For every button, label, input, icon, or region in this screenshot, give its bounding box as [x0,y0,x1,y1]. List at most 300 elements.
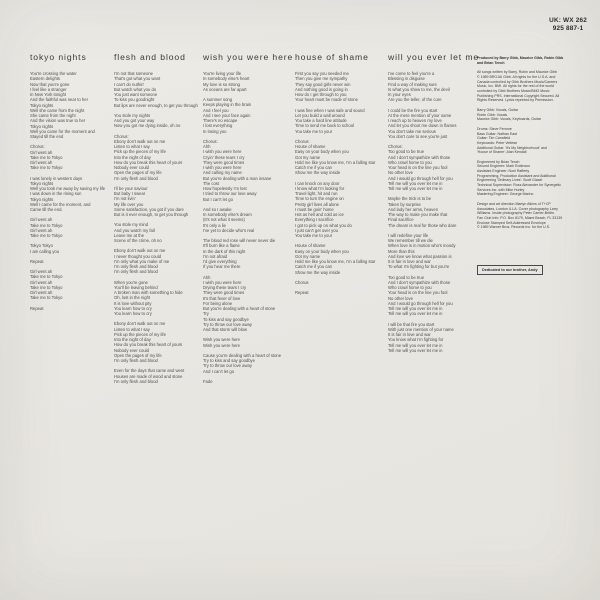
lyric-line: Try [203,311,209,317]
lyric-line: Catch me if you can [295,264,333,270]
lyric-line: First you say you needed me [295,71,349,76]
credits-line: Engineering 'Ordinary Lives': Scott Glasel [477,178,543,183]
lyric-line: Tell me will you ever let me in [388,306,443,311]
lyric-stanza [295,108,381,134]
lyric-line: It is fair in love and war [388,332,431,337]
lyric-line: And I don't sympathize with those [388,154,451,160]
lyric-line: Take me to Tokyo [30,284,63,290]
lyric-line: I was lonely in western days [30,175,83,181]
lyric-line: Now that you're gone [30,81,70,87]
song-column-tokyo-nights [30,52,116,316]
credits-blocks [477,56,595,230]
credits-line: Williams. Inside photography Peter Carrier-Brittin. [477,211,555,216]
lyric-line: Oh, lost in the night [114,295,151,301]
credits-line: Fan Club Info: P.O. Box 8179, Miami Beach, FL 33139 [477,216,563,221]
lyric-line: Hold me like you know me, I'm a falling star [295,159,376,165]
lyric-line: If you hear me there [203,264,241,270]
lyric-stanza [295,139,381,176]
lyric-line: In losing you [203,128,227,134]
lyric-line: A broken man with something to hide [114,290,183,295]
lyric-line: In New York tonight [30,92,67,97]
lyric-line: More than this [388,248,415,254]
lyric-line: But I can't let go [203,196,233,202]
lyric-line: And you got your way [114,118,155,123]
lyric-line: Ebony don't walk out on me [114,138,166,144]
lyric-stanza [203,207,289,233]
credits-line: Services Inc. with Mike Hurley [477,187,525,192]
lyric-line: Nobody ever could [114,165,149,170]
lyric-line: When love is in motion who's moody [388,243,456,249]
lyric-line: Try to kiss and say goodbye [203,358,255,363]
lyric-line: I could be the fire you start [388,107,438,113]
lyric-line: And I can't let go [203,368,235,374]
catalog-number [549,17,587,32]
dedication-box: Dedicated to our brother, Andy [477,265,543,275]
lyric-line: Taken by surprise [388,201,421,207]
lyric-line: You don't take me serious [388,128,436,134]
lyric-line: With just one mention of your name [388,326,454,332]
lyric-line: As oceans are far apart [203,86,247,92]
lyric-line: You're crossing the water [30,71,77,76]
lyric-line: Girl went ah [30,149,53,155]
credits-block [477,202,595,230]
lyric-line: Girl went ah [30,217,53,223]
lyric-line: Repeat [295,290,309,295]
lyric-line: They say good girls never win [295,81,351,87]
lyric-line: I can knock on any door [295,180,340,186]
song-title: flesh and blood [114,52,186,62]
credits-block [477,70,595,103]
credits-line: Engineered by Brian Tench [477,159,520,164]
lyric-line: Your heart must be made of stone [295,97,358,103]
credits-line: Design and art direction Martyn Atkins of T+CP [477,202,551,207]
lyric-line: Are you the teller, of the cure [388,97,442,103]
credits-line: and Brian Tench [477,60,505,65]
lyric-line: A summer song [203,97,233,102]
lyric-line: Girl went ah [30,290,53,295]
lyric-line: Take me to Tokyo [30,222,63,228]
lyric-line: Tell me will you ever let me in [388,347,443,353]
lyric-stanza [388,144,474,191]
lyric-line: I'm not that someone [114,71,153,76]
lyric-line: And I would go through hell for you [388,300,453,306]
lyric-line: The cost [203,180,220,186]
lyric-line: And calling my name [203,170,242,176]
lyric-line: I'm not livin' [114,196,136,202]
catalog-line-2: 925 887-1 [552,24,584,32]
lyric-line: Some satisfaction, you got if you dare [114,206,184,212]
lyric-line: Leave me at the [114,232,145,238]
lyric-line: Hot as hell and cold as ice [295,212,344,217]
song-title: tokyo nights [30,52,87,62]
lyric-line: You'll be leaving behind [114,284,158,290]
lyric-line: Chorus: [388,144,403,149]
lyric-stanza [30,144,116,170]
lyric-line: In somebody else's dream [203,212,252,217]
lyric-line: They were good times [203,290,245,296]
lyric-line: Nobody ever could [114,347,149,353]
lyric-line: No other love [388,170,413,176]
lyric-line: At the mere mention of your name [388,112,452,118]
credits-line: Programming, Production Assistant and Additional [477,173,556,178]
lyric-line: Easy on your body when you [295,149,349,155]
lyric-stanza [114,321,200,363]
lyric-line: Open the pages of my life [114,352,162,358]
lyric-line: Show me the way inside [295,269,341,275]
lyric-stanza [388,196,474,228]
lyric-stanza [114,222,200,243]
lyric-line: Too good to be true [388,274,425,280]
lyric-line: I never thought you could [114,253,162,259]
lyric-line: Stayed till the end [30,134,64,139]
lyric-line: Then you give me sympathy [295,76,348,82]
song-title: will you ever let me [388,52,480,62]
lyric-line: (It's not what it seems) [203,217,245,223]
lyric-line: Girl went ah [30,160,53,165]
lyric-line: Into the night of day [114,154,151,160]
lyric-line: Now you got me dying inside, oh no [114,123,181,129]
lyric-line: They were good times [203,159,245,165]
lyric-line: Let you build a wall around [295,112,345,118]
lyric-stanza [114,186,200,218]
lyric-line: Who crawl home to you [388,159,432,165]
lyric-line: We remember till we die [388,238,433,243]
lyric-stanza [114,113,200,129]
lyric-line: I got to pick up on what you do [295,222,352,228]
lyric-line: You learn how to cry [114,305,152,311]
credits-line: © 1989 BROJAI Gibb. All rights for the U.S.A. and [477,74,556,79]
lyric-line: Blessing in disguise [388,76,425,82]
lyric-line: The blood red rose will never never die [203,238,276,243]
lyric-line: That's got what you want [114,76,161,82]
lyric-stanza [203,97,289,134]
lyric-line: Chorus: [203,138,218,144]
lyric-line: My life over you [114,201,144,207]
lyric-line: But you're dealing with a man insane [203,175,272,181]
lyric-stanza [30,71,116,139]
lyric-stanza [295,280,381,285]
lyric-line: Eastern delights [30,76,61,82]
lyric-stanza [114,280,200,317]
lyric-line: But watch what you do [114,86,157,92]
credits-line: Bass Guitar: Nathan East [477,131,518,136]
lyric-line: She came from the night [30,113,76,118]
catalog-line-1: UK: WX 262 [549,17,587,24]
lyric-line: Chorus: [30,144,45,150]
lyric-line: I must be goin' home [295,206,334,212]
lyric-line: Even for the days that came and went [114,368,185,374]
lyric-stanza [30,306,116,311]
song-column-flesh-and-blood [114,52,200,389]
lyric-line: Cause you're dealing with a heart of stone [203,352,282,358]
lyric-line: Try to throw our love away [203,363,252,369]
lyric-line: I will be that fire you start [388,321,435,327]
lyric-line: Into the night of day [114,337,151,342]
lyric-line: It'll burn like a flame [203,243,240,249]
lyric-stanza [114,134,200,181]
lyric-line: You know what I'm fighting for [388,337,444,343]
lyric-line: Hold me like you know me, I'm a falling star [295,259,376,264]
lyric-stanza [295,181,381,239]
lyric-line: How do I get through to you [295,92,347,97]
credits-line: Guitar: Tim Cansfield [477,136,511,141]
lyric-stanza [388,275,474,317]
lyric-line: Too good to be true [388,149,425,155]
lyric-line: How hopelessly I'm lost [203,186,247,191]
lyric-line: There's no escape [203,118,238,123]
lyric-line: But is it ever enough, to get you through [114,212,189,217]
credits-line: Music, Inc. BMI. All rights for the rest of the world [477,84,554,89]
lyric-line: Ahh [203,144,211,149]
credits-line: © 1989 Warner Bros. Records Inc. for the U.S. [477,225,551,230]
lyric-line: I wish you were here [203,149,242,155]
lyric-line: And love we know what passion is [388,253,452,259]
lyric-line: Wish you were here [203,337,241,343]
lyric-line: Tell me will you ever let me in [388,311,443,317]
lyric-line: Take me to Tokyo [30,274,63,280]
lyric-line: I can't do nuthin' [114,81,145,87]
lyric-line: Girl went ah [30,269,53,274]
lyric-line: Well you took me away by saving my life [30,186,106,191]
lyric-stanza [30,259,116,264]
credits-line: Produced by Barry Gibb, Maurice Gibb, Robin Gibb [477,56,564,60]
lyric-line: You stole my mind [114,222,149,228]
lyric-stanza [30,176,116,213]
lyric-line: Take me to Tokyo [30,295,63,301]
lyric-line: Wish you were here [203,342,241,348]
lyric-line: Tokyo nights [30,102,54,108]
lyric-line: I wish you were here [203,279,242,285]
lyric-line: The dream is real for those who dare [388,222,457,228]
lyric-line: I was down in the rising sun [30,191,82,197]
lyric-line: But lips are never enough, to get you through [114,102,198,108]
lyric-line: But you're dealing with a heart of stone [203,306,276,311]
lyric-stanza [30,243,116,254]
lyric-line: It's only a lie [203,222,226,228]
lyric-line: House of shame [295,243,326,249]
lyric-line: I've come to feel you're a [388,71,435,76]
lyric-stanza [203,275,289,333]
lyric-line: I feel like a stranger [30,86,67,92]
lyric-line: House of shame [295,144,326,149]
lyric-line: Find a way of making sure [388,81,437,87]
lyric-line: You take me to your [295,128,333,134]
lyric-line: I'll be your saviour [114,185,148,191]
credits-line: Assistant Engineer: Noel Rafferty [477,169,530,174]
lyric-stanza [388,322,474,354]
lyric-stanza [388,108,474,140]
lyric-line: In the dark of this night [203,248,246,254]
lyric-line: The way to make you make that [388,212,448,217]
lyric-line: And nothing good is going in [295,86,348,92]
lyric-stanza [203,139,289,202]
lyric-line: And I would go through hell for you [388,175,453,181]
lyric-line: Chorus [295,279,309,285]
lyric-stanza [30,269,116,301]
lyric-line: Tokyo nights [30,180,54,186]
lyric-stanza [203,238,289,270]
lyric-line: I reach up to heaven my love [388,118,442,123]
credits-line: Additional Guitar: 'It's My Neighborhood' and [477,145,547,150]
lyric-stanza [203,353,289,374]
lyric-stanza [203,71,289,92]
lyric-line: Time to turn the engine on [295,196,344,202]
lyric-line: Came till the end. [30,207,63,212]
lyric-stanza [30,217,116,238]
lyric-line: You don't care to see you're just [388,133,448,139]
lyric-line: Take me to Tokyo [30,165,63,171]
lyric-line: When you're gone [114,279,148,285]
lyric-line: I'm only flesh and blood [114,358,158,363]
lyric-line: And I don't sympathize with those [388,279,451,285]
credits-block [477,56,595,65]
lyric-line: And the faithful was near to her [30,97,88,103]
lyric-line: I lost everything [203,123,233,129]
credits-line: Second Engineer: Mark Robinson [477,164,531,169]
lyric-line: Travel light, hit and run [295,191,338,196]
lyric-line: Repeat [30,258,44,264]
lyric-line: Well I came for the moment, and [30,201,91,207]
lyric-line: How do you break this heart of yours [114,159,183,165]
lyric-stanza [295,290,381,295]
lyric-line: It's that fever of love [203,295,241,301]
lyric-line: No other love [388,295,413,301]
credits-line: Publishing PRS. International Copyright Secured. All [477,93,560,98]
lyric-line: Girl went ah [30,227,53,233]
credits-line: Rights Reserved. Lyrics reprinted by Permission. [477,98,554,103]
lyric-stanza [388,71,474,103]
lyric-line: Open the pages of my life [114,170,162,176]
lyric-line: Ebony don't walk out on me [114,321,166,327]
lyric-stanza [295,71,381,103]
lyric-line: How do you break this heart of yours [114,342,183,348]
credits-line: controlled by Gibb Brothers Music/BMG Music [477,88,550,93]
lyric-line: And the vision was true to her [30,118,86,124]
lyric-line: Tokyo nights [30,123,54,129]
lyric-line: I am calling you [30,248,60,254]
lyric-line: Is what you show to me, the devil [388,86,450,92]
song-title: house of shame [295,52,369,62]
lyric-line: To what I'm fighting for but you're [388,264,450,270]
credits-line: Associates, London & LA. Cover photography Larry [477,206,558,211]
lyric-line: Keeps playing in the brain [203,102,252,108]
lyric-line: In your eyes [388,92,411,97]
lyric-line: I just can't get over you [295,227,338,233]
lyric-line: To kiss and say goodbye [203,316,249,322]
credits-line: Maurice Gibb: Vocals, Keyboards, Guitar [477,117,542,122]
credits-line: Keyboards: Peter Vettese [477,140,518,145]
lyric-line: But baby I swear [114,191,146,196]
lyric-line: Tokyo nights [30,196,54,202]
lyric-line: Tokyo Tokyo [30,243,53,249]
lyric-line: Tell me will you ever let me in [388,186,443,191]
lyric-line: Pick up the pieces of my life [114,149,166,155]
lyric-line: Try to throw our love away [203,321,252,327]
lyric-line: You just want someone [114,92,158,97]
lyric-line: Girl went ah [30,279,53,285]
credits-line: Robin Gibb: Vocals [477,112,508,117]
lyric-line: I'm only flesh and blood [114,269,158,275]
lyric-line: Show me the way inside [295,170,341,176]
lyric-line: I'm not afraid [203,253,228,259]
lyric-line: And I feel you [203,107,229,113]
lyric-line: And I see your face again [203,112,251,118]
lyric-line: Your head is on the line you fool [388,290,448,296]
credits-block [477,108,595,122]
lyric-line: I know what I'm looking for [295,185,345,191]
lyric-line: I'm only flesh and blood [114,378,158,384]
lyric-line: Pick up the pieces of my life [114,331,166,337]
lyric-line: Time to send me back to school [295,123,354,129]
lyric-line: You stole my nights [114,112,151,118]
credits-line: Mastering Engineer: George Marino [477,192,534,197]
lyric-line: I tried to throw our love away [203,191,257,197]
lyric-line: You're living your life [203,71,242,76]
lyric-line: I'm only flesh and blood [114,264,158,269]
lyric-stanza [203,379,289,384]
lyric-line: Tell me will you ever let me in [388,180,443,186]
lyric-line: Take me to Tokyo [30,233,63,238]
lyric-line: Maybe the trick is to be [388,196,432,202]
lyric-line: And you watch my fall [114,227,155,233]
lyric-line: Ahh [203,274,211,280]
lyric-line: And so I awake [203,206,232,212]
lyric-line: Listen to what I say [114,326,150,332]
lyric-stanza [295,243,381,275]
lyric-line: Your head is on the line you fool [388,165,448,170]
lyric-line: Drying these tears I cry [203,285,247,290]
lyric-line: Got my name [295,154,321,160]
lyric-line: Who crawl home to you [388,285,432,290]
lyric-line: And lady her arms, heaven [388,206,439,212]
lyric-line: And let you shoot me down in flames [388,123,457,129]
lyric-line: In somebody else's heart [203,76,250,82]
lyric-line: Final sacrifice [388,217,414,223]
lyric-line: It is fair in love and war [388,259,431,264]
credits-column [477,56,595,276]
lyric-stanza [114,368,200,384]
lyric-line: Scene of the crime, oh no [114,238,162,243]
lyric-line: Listen to what I say [114,144,150,149]
lyric-line: I'd give everything [203,259,237,264]
song-title: wish you were here [203,52,294,62]
lyric-stanza [388,233,474,270]
lyric-line: I'm only what you make of me [114,258,170,264]
song-column-house-of-shame [295,52,381,300]
lyric-line: I've yet to decide who's real [203,227,255,233]
lyric-line: Take me to Tokyo [30,154,63,160]
lyric-line: Well she came from the night [30,107,85,113]
lyric-line: To kiss you goodnight [114,97,155,103]
lyric-line: Pretty girl lives all alone [295,201,339,207]
credits-line: All songs written by Barry, Robin and Maurice Gibb [477,70,557,75]
lyric-line: You learn how to cry [114,311,152,316]
song-column-will-you-ever-let-me [388,52,480,358]
lyric-line: And that storm will blow [203,327,247,332]
lyric-line: Chorus: [114,133,129,139]
lyric-stanza [203,337,289,348]
lyric-line: Chorus: [295,138,310,144]
credits-line: Enclose Stamped Self-Addressed Envelope [477,220,546,225]
lyric-line: Fade [203,378,213,384]
lyric-line: You take me to your [295,233,333,238]
credits-line: Canada controlled by Gibb Brothers Music/Careers [477,79,558,84]
lyric-line: Repeat [30,305,44,311]
lyric-line: Ebony don't walk out on me [114,248,166,254]
lyric-line: I will redefine your life [388,232,429,238]
credits-line: 'House of Shame': Alan Kendall [477,150,527,155]
lyric-line: Everything I sacrifice [295,217,334,223]
